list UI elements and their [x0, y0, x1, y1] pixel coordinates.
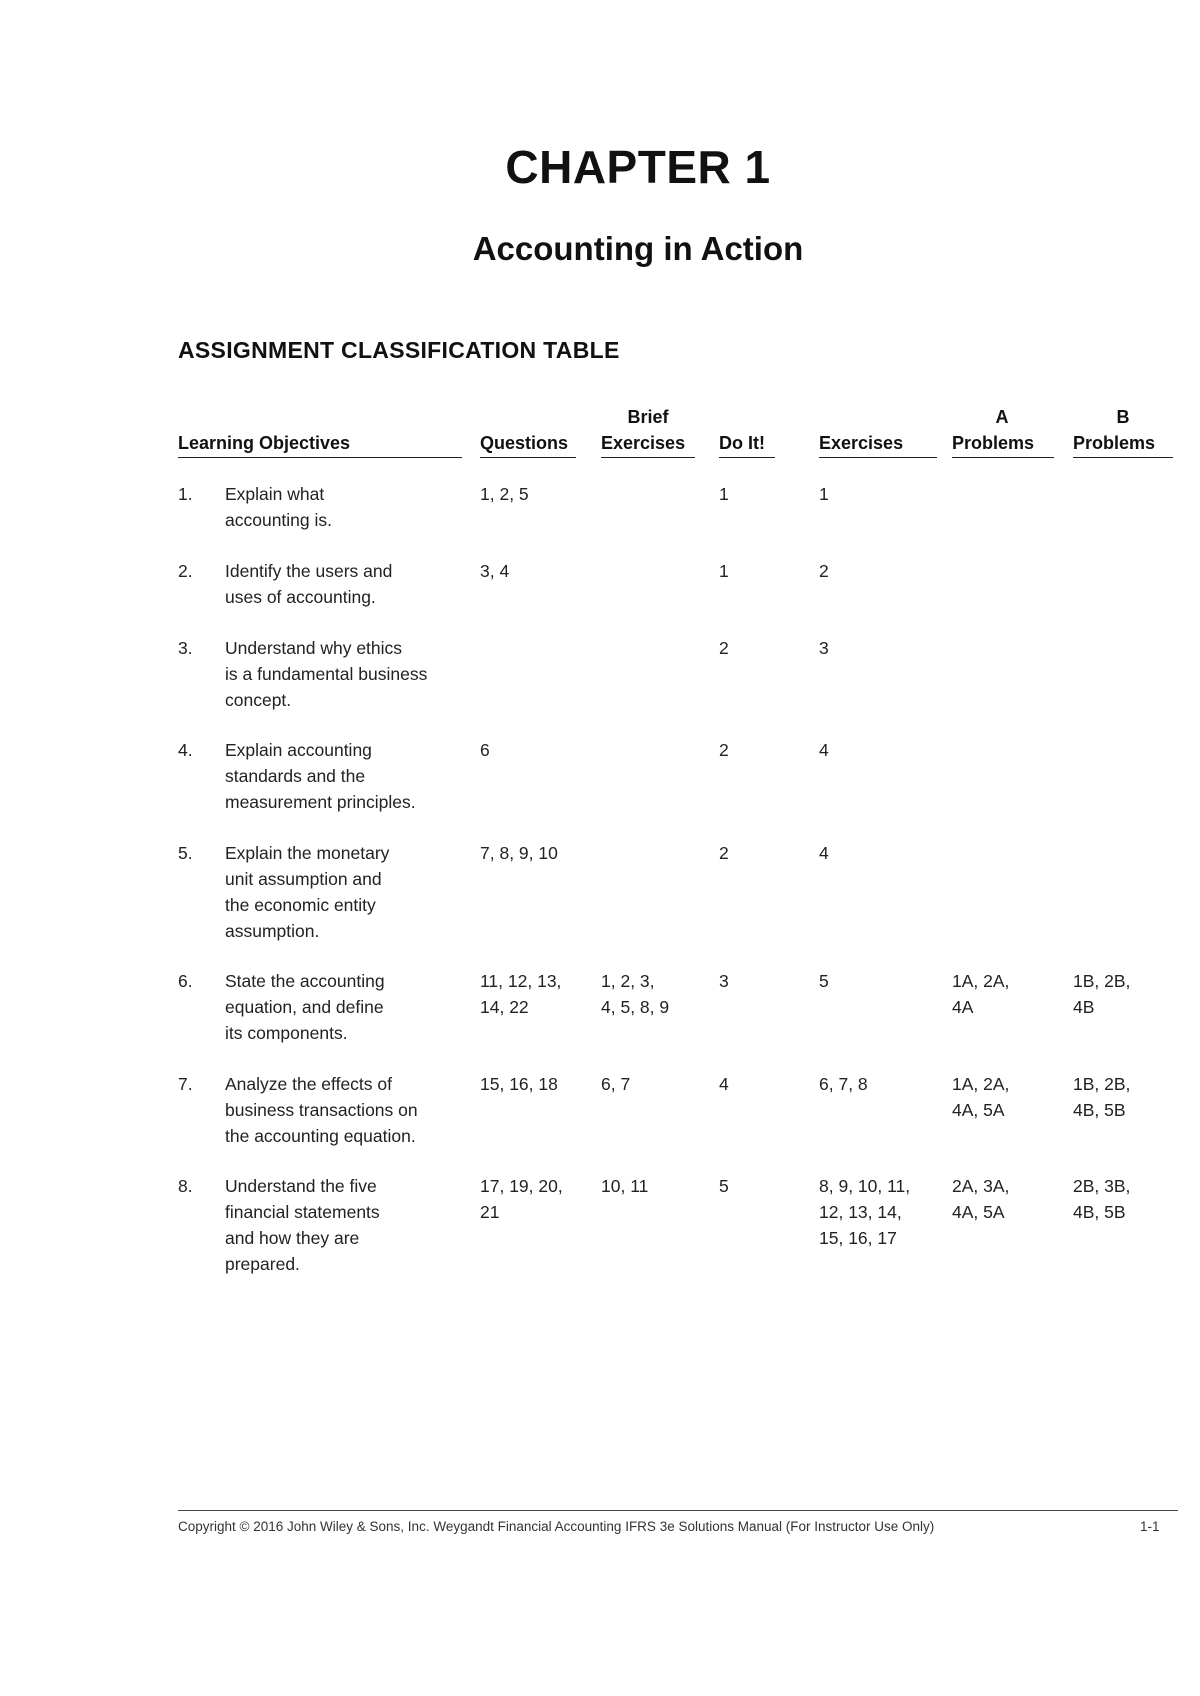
- row-objective: Understand why ethics is a fundamental business concept.: [225, 638, 428, 710]
- header-do-it: Do It!: [719, 430, 775, 458]
- row-b-problems: 2B, 3B, 4B, 5B: [1073, 1176, 1131, 1222]
- row-questions: 6: [480, 740, 490, 760]
- row-do-it: 4: [719, 1074, 729, 1094]
- row-a-problems: 2A, 3A, 4A, 5A: [952, 1176, 1010, 1222]
- row-objective: Explain the monetary unit assumption and the economic entity assumption.: [225, 843, 390, 941]
- row-brief-exercises: 1, 2, 3, 4, 5, 8, 9: [601, 971, 670, 1017]
- row-questions: 1, 2, 5: [480, 484, 529, 504]
- row-do-it: 1: [719, 561, 729, 581]
- footer-page-number: 1-1: [1140, 1519, 1160, 1534]
- header-exercises: Exercises: [819, 430, 937, 458]
- row-objective: Understand the five financial statements and how they are prepared.: [225, 1176, 380, 1274]
- row-do-it: 3: [719, 971, 729, 991]
- row-exercises: 8, 9, 10, 11, 12, 13, 14, 15, 16, 17: [819, 1176, 911, 1248]
- row-objective: Analyze the effects of business transactions on the accounting equation.: [225, 1074, 418, 1146]
- header-a-problems: Problems: [952, 430, 1054, 458]
- row-objective: Explain what accounting is.: [225, 484, 333, 530]
- header-brief-exercises: Exercises: [601, 430, 695, 458]
- chapter-subtitle: Accounting in Action: [472, 230, 804, 267]
- row-exercises: 2: [819, 561, 829, 581]
- header-brief-top: Brief: [627, 407, 669, 427]
- row-number: 8.: [178, 1176, 193, 1196]
- header-b-problems: Problems: [1073, 430, 1173, 458]
- row-objective: Explain accounting standards and the measurement principles.: [225, 740, 416, 812]
- row-questions: 15, 16, 18: [480, 1074, 558, 1094]
- row-exercises: 1: [819, 484, 829, 504]
- row-do-it: 2: [719, 843, 729, 863]
- row-objective: Identify the users and uses of accounting.: [225, 561, 393, 607]
- row-questions: 17, 19, 20, 21: [480, 1176, 563, 1222]
- row-a-problems: 1A, 2A, 4A, 5A: [952, 1074, 1010, 1120]
- row-questions: 7, 8, 9, 10: [480, 843, 558, 863]
- row-b-problems: 1B, 2B, 4B, 5B: [1073, 1074, 1131, 1120]
- row-questions: 3, 4: [480, 561, 510, 581]
- row-a-problems: 1A, 2A, 4A: [952, 971, 1010, 1017]
- header-a-top: A: [995, 407, 1009, 427]
- row-do-it: 2: [719, 740, 729, 760]
- row-do-it: 1: [719, 484, 729, 504]
- row-exercises: 3: [819, 638, 829, 658]
- row-objective: State the accounting equation, and define its components.: [225, 971, 385, 1043]
- row-exercises: 5: [819, 971, 829, 991]
- row-exercises: 6, 7, 8: [819, 1074, 868, 1094]
- row-brief-exercises: 10, 11: [601, 1176, 649, 1196]
- row-number: 2.: [178, 561, 193, 581]
- row-number: 1.: [178, 484, 193, 504]
- row-number: 5.: [178, 843, 193, 863]
- row-exercises: 4: [819, 740, 829, 760]
- section-title: ASSIGNMENT CLASSIFICATION TABLE: [178, 337, 620, 363]
- row-number: 4.: [178, 740, 193, 760]
- row-do-it: 2: [719, 638, 729, 658]
- row-number: 7.: [178, 1074, 193, 1094]
- chapter-title: CHAPTER 1: [505, 141, 771, 193]
- row-brief-exercises: 6, 7: [601, 1074, 631, 1094]
- row-number: 3.: [178, 638, 193, 658]
- row-exercises: 4: [819, 843, 829, 863]
- row-number: 6.: [178, 971, 193, 991]
- row-questions: 11, 12, 13, 14, 22: [480, 971, 562, 1017]
- row-do-it: 5: [719, 1176, 729, 1196]
- header-b-top: B: [1116, 407, 1130, 427]
- row-b-problems: 1B, 2B, 4B: [1073, 971, 1131, 1017]
- footer-rule: [178, 1510, 1178, 1511]
- header-questions: Questions: [480, 430, 576, 458]
- header-learning-objectives: Learning Objectives: [178, 430, 462, 458]
- footer-copyright: Copyright © 2016 John Wiley & Sons, Inc. Weygandt Financial Accounting IFRS 3e Solutions Manual (For Instructor Use Only): [178, 1519, 935, 1534]
